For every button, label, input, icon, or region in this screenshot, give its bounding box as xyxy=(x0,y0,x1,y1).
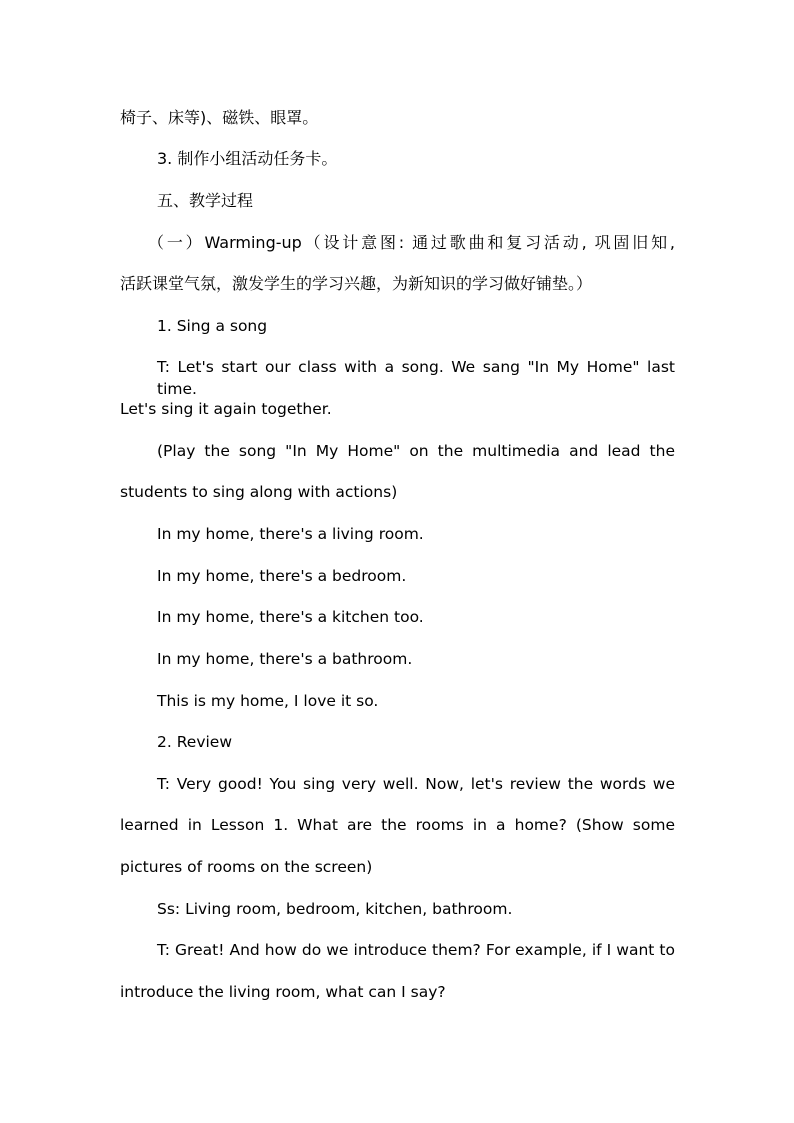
materials-line: 椅子、床等)、磁铁、眼罩。 xyxy=(120,108,319,127)
song-lyric-line: In my home, there's a kitchen too. xyxy=(157,608,424,626)
paragraph-line: students to sing along with actions) xyxy=(120,483,398,501)
song-lyric-line: In my home, there's a bedroom. xyxy=(157,567,407,585)
paragraph-line: T: Very good! You sing very well. Now, let's review the words we xyxy=(157,775,675,793)
song-lyric-line: This is my home, I love it so. xyxy=(157,692,379,710)
warmup-intent: 活跃课堂气氛，激发学生的学习兴趣，为新知识的学习做好铺垫。） xyxy=(120,274,593,293)
paragraph-line: learned in Lesson 1. What are the rooms in a home? (Show some xyxy=(120,816,675,834)
paragraph-line: introduce the living room, what can I say? xyxy=(120,983,446,1001)
song-lyric-line: In my home, there's a bathroom. xyxy=(157,650,413,668)
section-heading: 五、教学过程 xyxy=(157,191,254,210)
song-lyric-line: In my home, there's a living room. xyxy=(157,525,424,543)
paragraph-line: T: Let's start our class with a song. We sang "In My Home" last time. xyxy=(157,358,675,398)
step-heading-sing: 1. Sing a song xyxy=(157,317,268,335)
paragraph-line: (Play the song "In My Home" on the multimedia and lead the xyxy=(157,442,675,460)
paragraph-line: T: Great! And how do we introduce them? For example, if I want to xyxy=(157,941,675,959)
warmup-heading: （一）Warming-up（设计意图: 通过歌曲和复习活动, 巩固旧知, xyxy=(148,233,675,252)
task-card-item: 3. 制作小组活动任务卡。 xyxy=(157,149,338,168)
paragraph-line: Let's sing it again together. xyxy=(120,400,332,418)
step-heading-review: 2. Review xyxy=(157,733,233,751)
paragraph-line: Ss: Living room, bedroom, kitchen, bathroom. xyxy=(157,900,513,918)
paragraph-line: pictures of rooms on the screen) xyxy=(120,858,373,876)
